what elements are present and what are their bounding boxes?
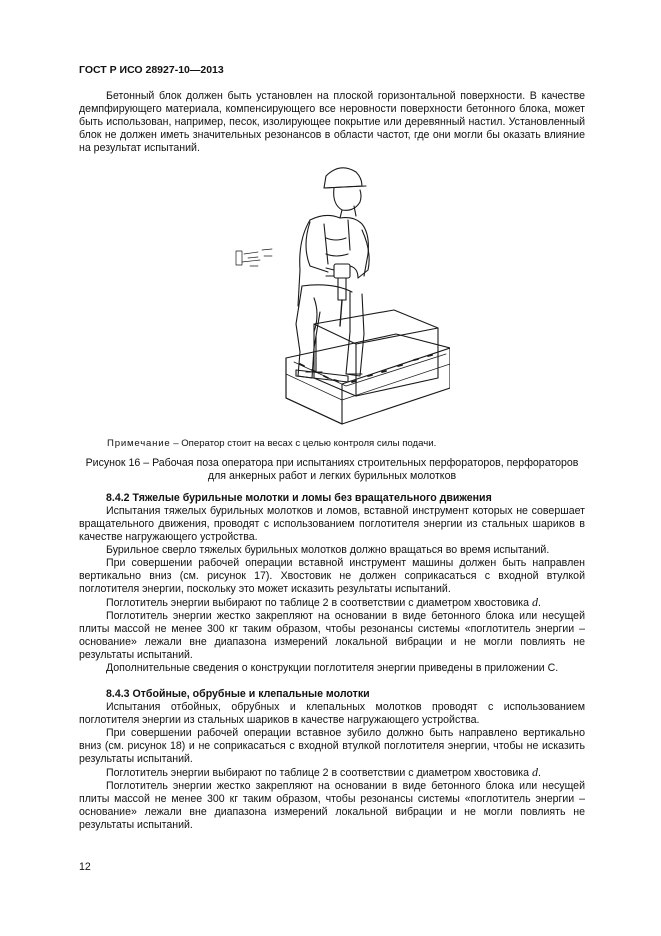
figure-operator-illustration bbox=[230, 158, 450, 426]
figure-note bbox=[107, 437, 436, 450]
paragraph: Поглотитель энергии выбирают по таблице 2 в соответствии с диаметром хвостовика d. bbox=[106, 595, 541, 609]
document-header: ГОСТ Р ИСО 28927-10—2013 bbox=[79, 64, 224, 76]
paragraph: При совершении рабочей операции вставной инструмент машины должен быть направлен вертикально вниз (см. рисунок 17). Хвостовик не должен соприкасаться с входной втулкой поглотителя энергии, поскольку это может исказить результаты испытаний. bbox=[79, 557, 585, 595]
intro-block bbox=[79, 90, 585, 155]
paragraph: Поглотитель энергии жестко закрепляют на основании в виде бетонного блока или несущей плиты массой не менее 300 кг таким образом, чтобы резонансы системы «поглотитель энергии – основание» лежали вне диапазона измерений локальной вибрации и не могли повлиять не результаты испытаний. bbox=[79, 780, 585, 831]
wall-notes bbox=[236, 249, 272, 266]
symbol-d: d bbox=[532, 595, 538, 609]
symbol-d: d bbox=[532, 765, 538, 779]
operator-figure bbox=[296, 168, 369, 378]
paragraph: Дополнительные сведения о конструкции поглотителя энергии приведены в приложении С. bbox=[106, 662, 559, 674]
paragraph: Поглотитель энергии выбирают по таблице 2 в соответствии с диаметром хвостовика d. bbox=[106, 765, 541, 779]
section-8-4-2 bbox=[79, 492, 585, 675]
figure-caption bbox=[79, 457, 585, 483]
paragraph: При совершении рабочей операции вставное зубило должно быть направлено вертикально вниз (см. рисунок 18) и не соприкасаться с входной втулкой поглотителя энергии, чтобы не исказить результаты испытаний. bbox=[79, 727, 585, 765]
paragraph: Испытания отбойных, обрубных и клепальных молотков проводят с использованием поглотителя энергии из стальных шариков в качестве нагружающего устройства. bbox=[79, 701, 585, 726]
paragraph: Поглотитель энергии жестко закрепляют на основании в виде бетонного блока или несущей плиты массой не менее 300 кг таким образом, чтобы резонансы системы «поглотитель энергии – основание» лежали вне диапазона измерений локальной вибрации и не могли повлиять не результаты испытаний. bbox=[79, 610, 585, 661]
page-number: 12 bbox=[79, 861, 91, 873]
section-heading: 8.4.3 Отбойные, обрубные и клепальные молотки bbox=[106, 688, 370, 700]
paragraph: Бурильное сверло тяжелых бурильных молотков должно вращаться во время испытаний. bbox=[106, 544, 550, 556]
caption-line-2: для анкерных работ и легких бурильных молотков bbox=[207, 470, 457, 482]
base-frame bbox=[286, 334, 450, 424]
note-label: Примечание bbox=[107, 438, 171, 449]
section-8-4-3 bbox=[79, 688, 585, 832]
paragraph: Испытания тяжелых бурильных молотков и ломов, вставной инструмент которых не совершает вращательного движения, проводят с использованием поглотителя энергии из стальных шариков в качестве нагружающего устройства. bbox=[79, 505, 585, 543]
caption-line-1: Рисунок 16 – Рабочая поза оператора при испытаниях строительных перфораторов, перфораторов bbox=[85, 457, 579, 469]
note-text: – Оператор стоит на весах с целью контроля силы подачи. bbox=[170, 438, 437, 449]
concrete-block bbox=[314, 310, 438, 396]
intro-paragraph: Бетонный блок должен быть установлен на плоской горизонтальной поверхности. В качестве демпфирующего материала, компенсирующего все неровности поверхности бетонного блока, может быть использован, например, песок, изолирующее покрытие или деревянный настил. Установленный блок не должен иметь значительных резонансов в области частот, где они могли бы оказать влияние на результат испытаний. bbox=[79, 90, 585, 154]
section-heading: 8.4.2 Тяжелые бурильные молотки и ломы без вращательного движения bbox=[106, 492, 492, 504]
